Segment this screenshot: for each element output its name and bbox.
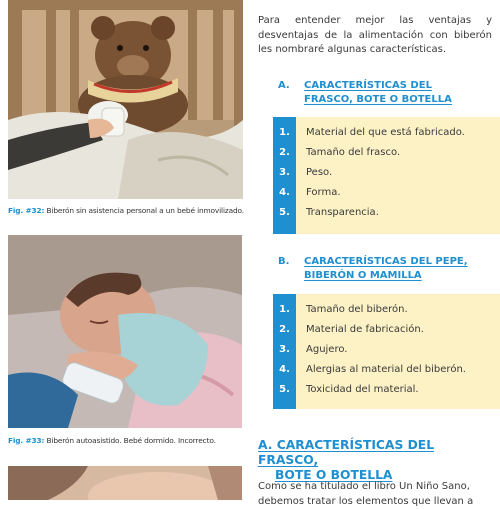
section-a-title <box>304 79 452 106</box>
list-item-number: 2. <box>279 324 290 335</box>
list-item-number: 2. <box>279 147 290 158</box>
section-b-letter: B. <box>278 256 290 267</box>
list-item-number: 3. <box>279 344 290 355</box>
list-item-text: Alergias al material del biberón. <box>306 364 466 375</box>
list-item <box>273 380 500 400</box>
list-item-number: 5. <box>279 207 290 218</box>
list-item-text: Material del que está fabricado. <box>306 127 465 138</box>
body-paragraph-line2: debemos tratar los elementos que llevan a <box>258 495 474 507</box>
section-b-title <box>304 255 468 282</box>
section-b-title-line1: CARACTERÍSTICAS DEL PEPE, <box>304 256 468 267</box>
photo-fig-32 <box>8 0 243 199</box>
list-item-text: Peso. <box>306 167 333 178</box>
list-item-text: Toxicidad del material. <box>306 384 419 395</box>
list-item <box>273 320 500 340</box>
list-item-number: 4. <box>279 187 290 198</box>
list-item-text: Agujero. <box>306 344 348 355</box>
list-item-text: Tamaño del frasco. <box>306 147 401 158</box>
list-item-number: 1. <box>279 304 290 315</box>
caption-fig-33-label: Fig. #33: <box>8 436 45 445</box>
section-b-heading <box>278 255 468 282</box>
list-item-number: 4. <box>279 364 290 375</box>
list-item <box>273 340 500 360</box>
list-item <box>273 183 500 203</box>
photo-fig-33 <box>8 235 242 428</box>
list-item-number: 5. <box>279 384 290 395</box>
caption-fig-33 <box>8 436 216 446</box>
section-b-title-line2: BIBERÓN O MAMILLA <box>304 269 422 281</box>
section-heading-line1: A. CARACTERÍSTICAS DEL FRASCO, <box>258 438 435 467</box>
section-a-heading <box>278 79 452 106</box>
caption-fig-32-label: Fig. #32: <box>8 206 45 215</box>
intro-paragraph: Para entender mejor las ventajas y desventajas de la alimentación con biberón les nombraré algunas características. <box>258 15 492 56</box>
list-item <box>273 123 500 143</box>
section-heading-line2: BOTE O BOTELLA <box>275 468 393 482</box>
list-item-text: Transparencia. <box>306 207 379 218</box>
caption-fig-33-text: Biberón autoasistido. Bebé dormido. Incorrecto. <box>44 436 216 445</box>
section-a-title-line2: FRASCO, BOTE O BOTELLA <box>304 93 452 105</box>
list-item-number: 3. <box>279 167 290 178</box>
list-item <box>273 163 500 183</box>
section-heading-frasco <box>258 438 498 483</box>
list-item <box>273 300 500 320</box>
list-item <box>273 360 500 380</box>
photo-fig-34 <box>8 466 242 500</box>
list-item-text: Forma. <box>306 187 341 198</box>
body-paragraph <box>258 480 498 509</box>
section-a-list <box>273 117 500 234</box>
caption-fig-32-text: Biberón sin asistencia personal a un bebé inmovilizado. <box>44 206 244 215</box>
section-b-list <box>273 294 500 409</box>
list-item <box>273 203 500 223</box>
list-item-text: Tamaño del biberón. <box>306 304 408 315</box>
section-a-letter: A. <box>278 80 290 91</box>
caption-fig-32 <box>8 206 244 216</box>
body-paragraph-line1: Como se ha titulado el libro Un Niño Sano, <box>258 481 470 492</box>
list-item <box>273 143 500 163</box>
list-item-text: Material de fabricación. <box>306 324 424 335</box>
section-a-title-line1: CARACTERÍSTICAS DEL <box>304 80 432 91</box>
list-item-number: 1. <box>279 127 290 138</box>
